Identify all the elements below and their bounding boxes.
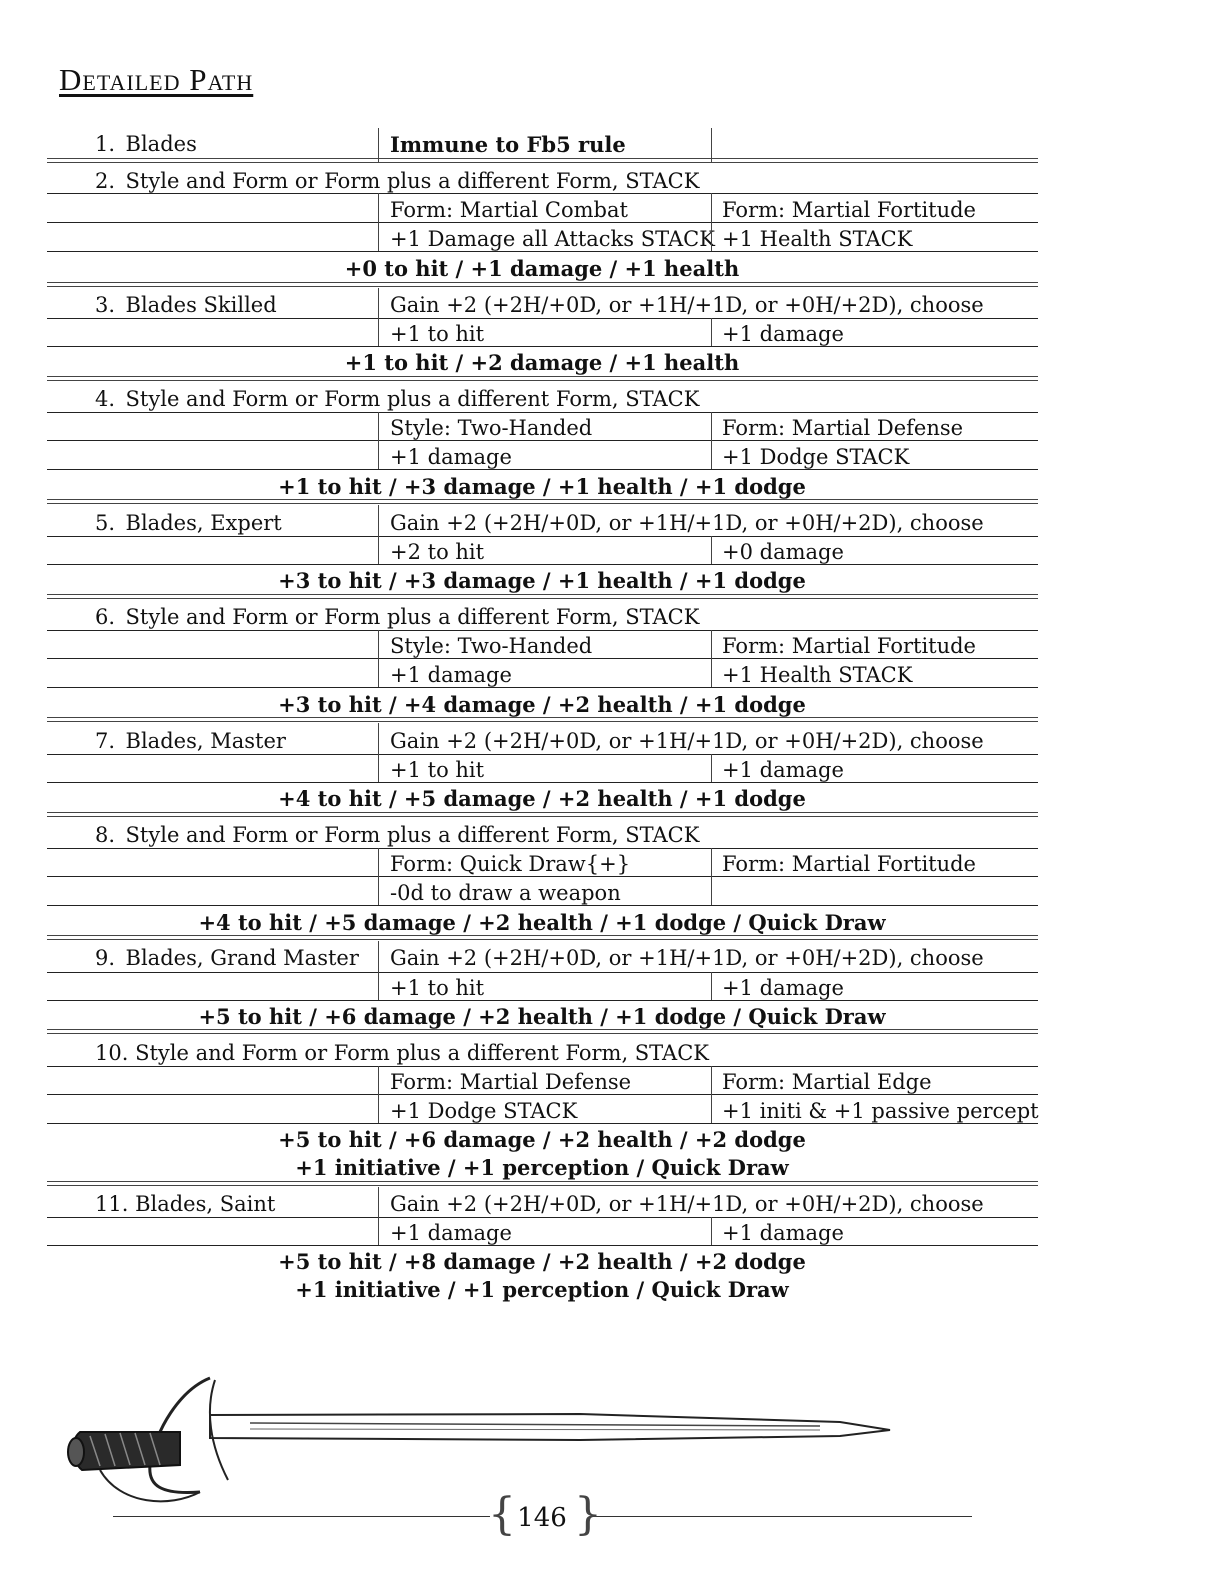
row-line (47, 782, 1038, 783)
row5-total: +3 to hit / +3 damage / +1 health / +1 dodge (278, 568, 806, 593)
row10-option-a1: Form: Martial Defense (390, 1070, 632, 1094)
row-line (47, 346, 1038, 347)
row4-total: +1 to hit / +3 damage / +1 health / +1 dodge (278, 474, 806, 499)
row10-option-a2: +1 Dodge STACK (390, 1099, 578, 1123)
row8-total: +4 to hit / +5 damage / +2 health / +1 dodge / Quick Draw (198, 910, 886, 935)
row-line (47, 1217, 1038, 1218)
row-separator (47, 717, 1038, 722)
column-divider (711, 536, 712, 564)
row4-option-a2: +1 damage (390, 445, 512, 469)
row6-option-b1: Form: Martial Fortitude (722, 634, 976, 658)
row3-total: +1 to hit / +2 damage / +1 health (344, 350, 740, 375)
row-separator (47, 594, 1038, 599)
column-divider (711, 318, 712, 346)
row-line (47, 318, 1038, 319)
row11-gain: Gain +2 (+2H/+0D, or +1H/+1D, or +0H/+2D), choose (390, 1192, 984, 1216)
row-line (47, 658, 1038, 659)
row-line (47, 905, 1038, 906)
column-divider (711, 848, 712, 905)
row10-total-line2: +1 initiative / +1 perception / Quick Draw (295, 1155, 789, 1180)
row-line (47, 972, 1038, 973)
row5-gain: Gain +2 (+2H/+0D, or +1H/+1D, or +0H/+2D), choose (390, 511, 984, 535)
row8-heading: 8. Style and Form or Form plus a different Form, STACK (95, 823, 700, 847)
row4-option-a1: Style: Two-Handed (390, 416, 593, 440)
row11-name: 11. Blades, Saint (95, 1192, 276, 1216)
row3-option-a: +1 to hit (390, 322, 485, 346)
row7-gain: Gain +2 (+2H/+0D, or +1H/+1D, or +0H/+2D), choose (390, 729, 984, 753)
row5-name: 5. Blades, Expert (95, 511, 282, 535)
row7-option-a: +1 to hit (390, 758, 485, 782)
column-divider (378, 1187, 379, 1245)
row11-total-line2: +1 initiative / +1 perception / Quick Draw (295, 1277, 789, 1302)
row-line (47, 1000, 1038, 1001)
row-line (47, 536, 1038, 537)
row-line (47, 876, 1038, 877)
row8-option-b1: Form: Martial Fortitude (722, 852, 976, 876)
row-separator (47, 376, 1038, 381)
column-divider (378, 848, 379, 905)
row4-heading: 4. Style and Form or Form plus a different Form, STACK (95, 387, 700, 411)
row2-option-a1: Form: Martial Combat (390, 198, 628, 222)
row4-option-b1: Form: Martial Defense (722, 416, 964, 440)
row6-option-a1: Style: Two-Handed (390, 634, 593, 658)
row-separator (47, 499, 1038, 504)
column-divider (378, 630, 379, 687)
right-brace-ornament: } (574, 1489, 602, 1540)
column-divider (711, 1066, 712, 1123)
row10-total-line1: +5 to hit / +6 damage / +2 health / +2 dodge (278, 1127, 806, 1152)
row-line (47, 251, 1038, 252)
row-separator (47, 935, 1038, 940)
column-divider (378, 193, 379, 251)
row7-total: +4 to hit / +5 damage / +2 health / +1 dodge (278, 786, 806, 811)
row-line (47, 564, 1038, 565)
row9-name: 9. Blades, Grand Master (95, 946, 359, 970)
row4-option-b2: +1 Dodge STACK (722, 445, 910, 469)
row2-option-a2: +1 Damage all Attacks STACK (390, 227, 715, 251)
row3-name: 3. Blades Skilled (95, 293, 277, 317)
row-line (47, 1123, 1038, 1124)
row-line (47, 754, 1038, 755)
row-line (47, 630, 1038, 631)
footer-rule-right (592, 1516, 972, 1517)
column-divider (378, 412, 379, 469)
sword-illustration (60, 1370, 900, 1510)
row-separator (47, 1029, 1038, 1034)
column-divider (711, 193, 712, 251)
row7-option-b: +1 damage (722, 758, 844, 782)
row5-option-a: +2 to hit (390, 540, 485, 564)
row9-gain: Gain +2 (+2H/+0D, or +1H/+1D, or +0H/+2D), choose (390, 946, 984, 970)
row10-option-b2: +1 initi & +1 passive percept (722, 1099, 1039, 1123)
row10-option-b1: Form: Martial Edge (722, 1070, 932, 1094)
column-divider (378, 288, 379, 346)
row-line (47, 1245, 1038, 1246)
row-line (47, 1094, 1038, 1095)
page-title: Detailed Path (59, 62, 254, 97)
column-divider (378, 505, 379, 564)
row9-total: +5 to hit / +6 damage / +2 health / +1 dodge / Quick Draw (198, 1004, 886, 1029)
row11-total-line1: +5 to hit / +8 damage / +2 health / +2 dodge (278, 1249, 806, 1274)
row1-name: 1. Blades (95, 132, 197, 156)
row6-heading: 6. Style and Form or Form plus a different Form, STACK (95, 605, 700, 629)
row6-option-a2: +1 damage (390, 663, 512, 687)
column-divider (711, 1217, 712, 1245)
row-line (47, 222, 1038, 223)
row8-option-a1: Form: Quick Draw{+} (390, 852, 631, 876)
column-divider (711, 412, 712, 469)
row3-gain: Gain +2 (+2H/+0D, or +1H/+1D, or +0H/+2D), choose (390, 293, 984, 317)
row3-option-b: +1 damage (722, 322, 844, 346)
row6-total: +3 to hit / +4 damage / +2 health / +1 dodge (278, 692, 806, 717)
row8-option-a2: -0d to draw a weapon (390, 881, 621, 905)
row2-option-b1: Form: Martial Fortitude (722, 198, 976, 222)
row-separator (47, 1181, 1038, 1186)
column-divider (711, 630, 712, 687)
column-divider (711, 754, 712, 782)
column-divider (378, 1066, 379, 1123)
page-number: 146 (517, 1503, 567, 1533)
row2-total: +0 to hit / +1 damage / +1 health (344, 256, 740, 281)
row11-option-a: +1 damage (390, 1221, 512, 1245)
row1-text: Immune to Fb5 rule (390, 132, 626, 157)
footer-rule-left (113, 1516, 490, 1517)
row2-heading: 2. Style and Form or Form plus a different Form, STACK (95, 169, 700, 193)
row-separator (47, 812, 1038, 817)
row-separator (47, 158, 1038, 163)
row-line (47, 469, 1038, 470)
row5-option-b: +0 damage (722, 540, 844, 564)
column-divider (378, 128, 379, 162)
column-divider (711, 128, 712, 162)
row-line (47, 848, 1038, 849)
row-line (47, 1066, 1038, 1067)
row-line (47, 412, 1038, 413)
column-divider (378, 723, 379, 782)
row9-option-a: +1 to hit (390, 976, 485, 1000)
row-line (47, 440, 1038, 441)
column-divider (711, 972, 712, 1000)
row11-option-b: +1 damage (722, 1221, 844, 1245)
row2-option-b2: +1 Health STACK (722, 227, 913, 251)
row10-heading: 10. Style and Form or Form plus a different Form, STACK (95, 1041, 709, 1065)
row-line (47, 193, 1038, 194)
row7-name: 7. Blades, Master (95, 729, 286, 753)
left-brace-ornament: { (488, 1489, 516, 1540)
row6-option-b2: +1 Health STACK (722, 663, 913, 687)
column-divider (378, 941, 379, 1000)
row9-option-b: +1 damage (722, 976, 844, 1000)
row-separator (47, 282, 1038, 287)
row-line (47, 687, 1038, 688)
